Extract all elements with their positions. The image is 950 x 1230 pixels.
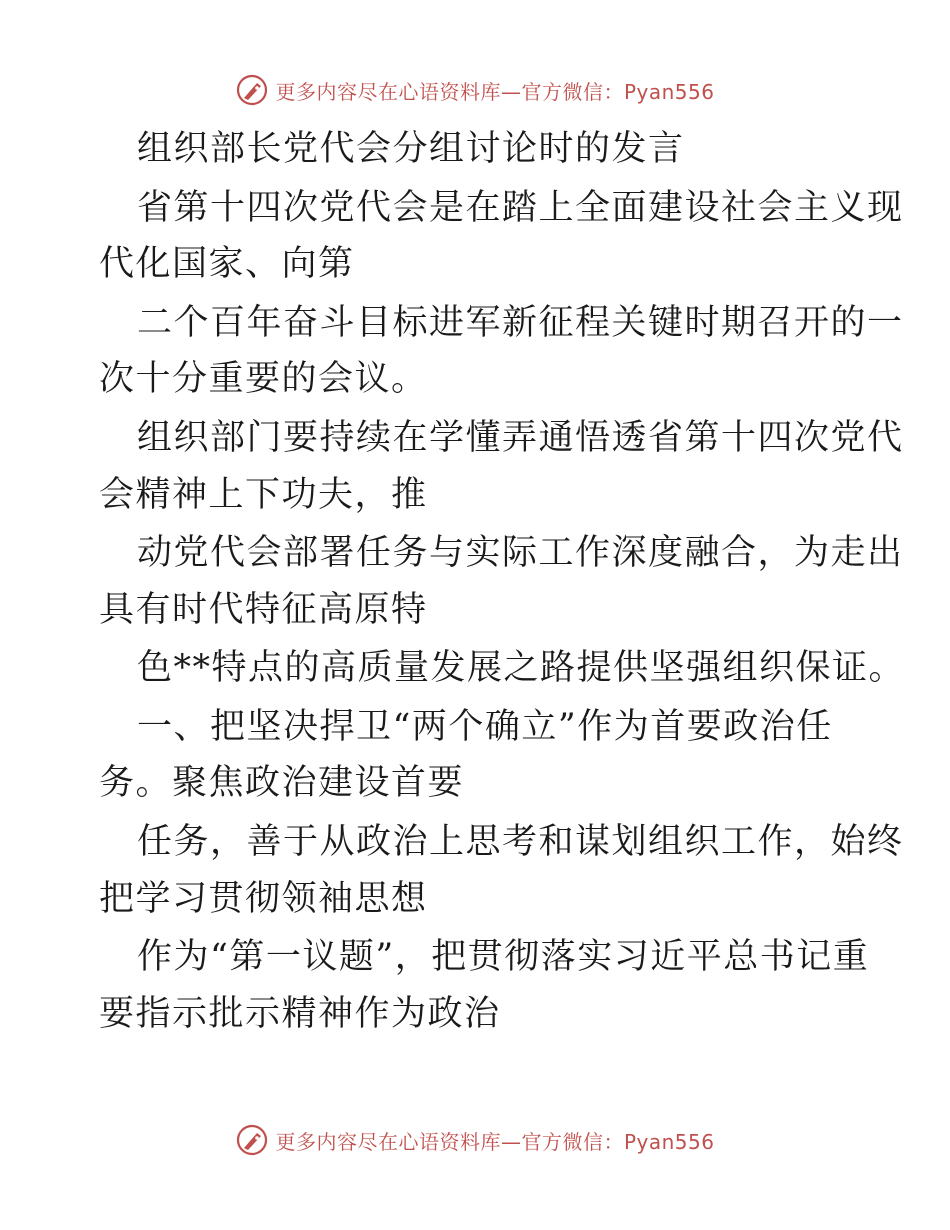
watermark-text: 更多内容尽在心语资料库—官方微信：Pyan556: [275, 79, 715, 104]
paragraph-line: 会精神上下功夫，推: [99, 475, 428, 515]
paragraph-line: 代化国家、向第: [99, 244, 355, 284]
paragraph-line: 二个百年奋斗目标进军新征程关键时期召开的一: [137, 303, 904, 343]
paragraph-line: 次十分重要的会议。: [99, 359, 428, 399]
paragraph-line: 组织部门要持续在学懂弄通悟透省第十四次党代: [137, 418, 904, 458]
section-heading-line: 一、把坚决捍卫“两个确立”作为首要政治任: [137, 707, 833, 747]
header-watermark-banner: [0, 68, 950, 112]
document-title: 组织部长党代会分组讨论时的发言: [137, 129, 685, 169]
paragraph-line: 务。聚焦政治建设首要: [99, 763, 465, 803]
paragraph-line: 具有时代特征高原特: [99, 590, 428, 630]
pen-nib-logo-icon: [235, 1123, 269, 1157]
paragraph-line: 色**特点的高质量发展之路提供坚强组织保证。: [137, 648, 906, 688]
paragraph-line: 任务，善于从政治上思考和谋划组织工作，始终: [137, 822, 904, 862]
footer-watermark-banner: [0, 1118, 950, 1162]
paragraph-line: 动党代会部署任务与实际工作深度融合，为走出: [137, 533, 904, 573]
paragraph-line: 省第十四次党代会是在踏上全面建设社会主义现: [137, 188, 904, 228]
paragraph-line: 作为“第一议题”，把贯彻落实习近平总书记重: [137, 937, 870, 977]
pen-nib-logo-icon: [235, 73, 269, 107]
paragraph-line: 要指示批示精神作为政治: [99, 994, 501, 1034]
paragraph-line: 把学习贯彻领袖思想: [99, 879, 428, 919]
watermark-text: 更多内容尽在心语资料库—官方微信：Pyan556: [275, 1129, 715, 1154]
